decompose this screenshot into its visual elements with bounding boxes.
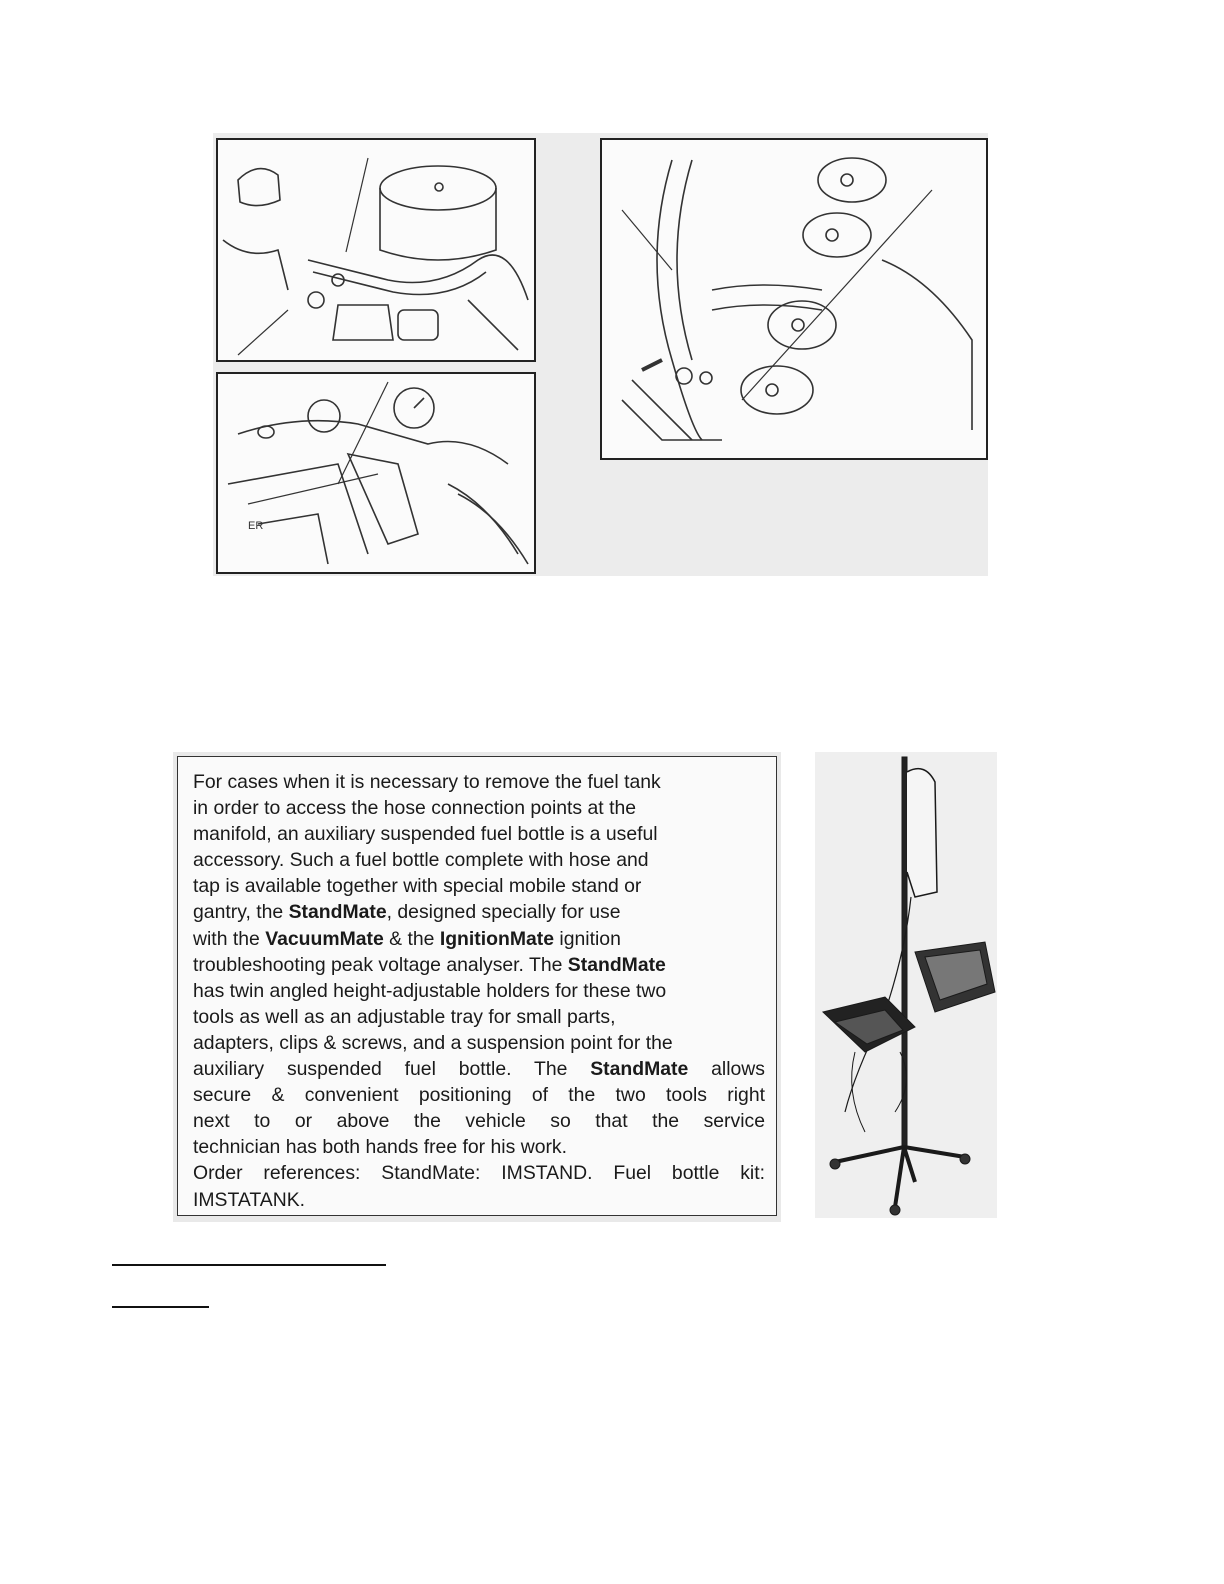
text-segment: has twin angled height-adjustable holders for these two	[193, 979, 667, 1002]
text-line	[193, 1004, 765, 1030]
product-name: StandMate	[590, 1058, 689, 1081]
text-line	[193, 873, 765, 899]
standmate-description-text	[193, 769, 765, 1213]
pressure-gauge-illustration	[216, 372, 536, 574]
text-segment: tools as well as an adjustable tray for small parts,	[193, 1005, 616, 1028]
text-line	[193, 1108, 765, 1134]
text-segment: secure & convenient positioning of the two tools right	[193, 1084, 765, 1107]
figure-label: ER	[248, 520, 264, 532]
text-segment: in order to access the hose connection points at the	[193, 797, 637, 820]
product-name: VacuumMate	[265, 927, 384, 950]
text-line	[193, 1030, 765, 1056]
text-line	[193, 1134, 765, 1160]
text-segment: Order references: StandMate: IMSTAND. Fuel bottle kit:	[193, 1162, 765, 1185]
text-line	[193, 821, 765, 847]
text-segment: ignition	[554, 927, 621, 950]
text-segment: auxiliary suspended fuel bottle. The	[193, 1058, 591, 1081]
fuel-line-fitting-illustration	[216, 138, 536, 362]
text-line	[193, 926, 765, 952]
text-line	[193, 978, 765, 1004]
text-line	[193, 952, 765, 978]
standmate-photo	[815, 752, 997, 1218]
text-line	[193, 769, 765, 795]
text-segment: manifold, an auxiliary suspended fuel bottle is a useful	[193, 823, 658, 846]
text-line	[193, 1187, 765, 1213]
standmate-description-box	[173, 752, 781, 1222]
text-line	[193, 847, 765, 873]
text-segment: adapters, clips & screws, and a suspension point for the	[193, 1031, 673, 1054]
text-line	[193, 1160, 765, 1186]
carburettor-bank-illustration	[600, 138, 988, 460]
text-segment: allows	[688, 1058, 765, 1081]
text-segment: , designed specially for use	[386, 901, 621, 924]
text-segment: with the	[193, 927, 266, 950]
text-line	[193, 899, 765, 925]
text-segment: & the	[383, 927, 440, 950]
text-segment: accessory. Such a fuel bottle complete with hose and	[193, 849, 649, 872]
heading-underline-short	[112, 1306, 209, 1308]
heading-underline-long	[112, 1264, 386, 1266]
text-segment: technician has both hands free for his work.	[193, 1136, 568, 1159]
text-line	[193, 1082, 765, 1108]
text-segment: gantry, the	[193, 901, 289, 924]
text-segment: For cases when it is necessary to remove the fuel tank	[193, 771, 661, 793]
text-segment: tap is available together with special mobile stand or	[193, 875, 642, 898]
text-line	[193, 795, 765, 821]
text-line	[193, 1056, 765, 1082]
text-segment: IMSTATANK.	[193, 1188, 306, 1211]
text-segment: troubleshooting peak voltage analyser. The	[193, 953, 568, 976]
text-segment: next to or above the vehicle so that the service	[193, 1110, 765, 1133]
product-name: StandMate	[288, 901, 387, 924]
standmate-description-frame	[177, 756, 777, 1216]
product-name: StandMate	[567, 953, 666, 976]
product-name: IgnitionMate	[439, 927, 555, 950]
